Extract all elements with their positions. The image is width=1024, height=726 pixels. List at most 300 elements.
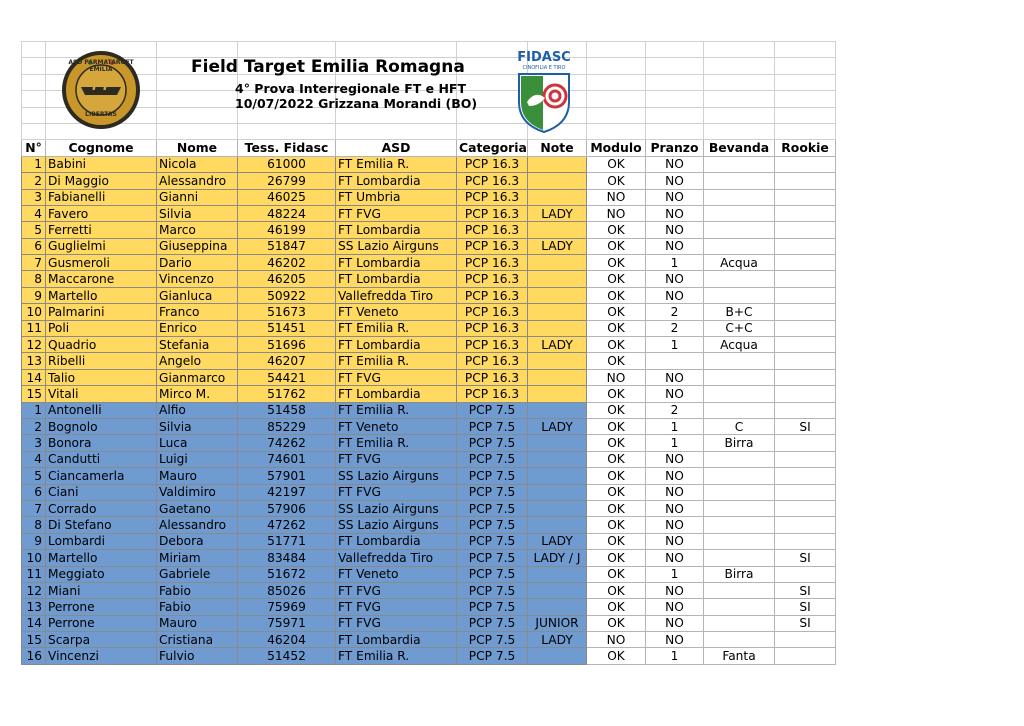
first-name-cell: Angelo bbox=[157, 353, 238, 369]
rookie-cell: SI bbox=[775, 582, 836, 598]
first-name-cell: Cristiana bbox=[157, 632, 238, 648]
fidasc-logo-subtext: CINOFILIA E TIRO bbox=[522, 65, 566, 71]
form-status-cell: OK bbox=[587, 435, 646, 451]
drink-cell bbox=[704, 173, 775, 189]
club-cell: FT FVG bbox=[336, 205, 457, 221]
category-cell: PCP 7.5 bbox=[457, 451, 528, 467]
col-header-bevanda: Bevanda bbox=[704, 140, 775, 156]
table-row bbox=[22, 320, 836, 336]
fidasc-card-cell: 83484 bbox=[238, 550, 336, 566]
club-cell: FT Lombardia bbox=[336, 337, 457, 353]
fidasc-card-cell: 54421 bbox=[238, 369, 336, 385]
note-cell: LADY bbox=[528, 238, 587, 254]
category-cell: PCP 16.3 bbox=[457, 255, 528, 271]
form-status-cell: OK bbox=[587, 353, 646, 369]
lunch-cell: 1 bbox=[646, 255, 704, 271]
category-cell: PCP 16.3 bbox=[457, 287, 528, 303]
first-name-cell: Gianluca bbox=[157, 287, 238, 303]
drink-cell bbox=[704, 222, 775, 238]
drink-cell bbox=[704, 615, 775, 631]
note-cell bbox=[528, 320, 587, 336]
category-cell: PCP 7.5 bbox=[457, 484, 528, 500]
fidasc-card-cell: 74601 bbox=[238, 451, 336, 467]
row-number-cell: 13 bbox=[22, 599, 46, 615]
fidasc-card-cell: 46202 bbox=[238, 255, 336, 271]
row-number-cell: 7 bbox=[22, 255, 46, 271]
fidasc-card-cell: 46207 bbox=[238, 353, 336, 369]
surname-cell: Scarpa bbox=[46, 632, 157, 648]
logo-left-emblem: FT bbox=[92, 79, 110, 94]
rookie-cell bbox=[775, 369, 836, 385]
col-header-pranzo: Pranzo bbox=[646, 140, 704, 156]
first-name-cell: Vincenzo bbox=[157, 271, 238, 287]
drink-cell bbox=[704, 632, 775, 648]
row-number-cell: 3 bbox=[22, 435, 46, 451]
drink-cell bbox=[704, 205, 775, 221]
table-row bbox=[22, 287, 836, 303]
table-row bbox=[22, 500, 836, 516]
col-header-asd: ASD bbox=[336, 140, 457, 156]
surname-cell: Poli bbox=[46, 320, 157, 336]
category-cell: PCP 7.5 bbox=[457, 566, 528, 582]
drink-cell bbox=[704, 271, 775, 287]
note-cell: LADY bbox=[528, 533, 587, 549]
row-number-cell: 2 bbox=[22, 173, 46, 189]
drink-cell bbox=[704, 287, 775, 303]
form-status-cell: NO bbox=[587, 369, 646, 385]
surname-cell: Corrado bbox=[46, 500, 157, 516]
note-cell bbox=[528, 484, 587, 500]
row-number-cell: 7 bbox=[22, 500, 46, 516]
surname-cell: Fabianelli bbox=[46, 189, 157, 205]
surname-cell: Babini bbox=[46, 156, 157, 172]
table-row bbox=[22, 418, 836, 434]
first-name-cell: Dario bbox=[157, 255, 238, 271]
row-number-cell: 6 bbox=[22, 484, 46, 500]
surname-cell: Bognolo bbox=[46, 418, 157, 434]
note-cell: JUNIOR bbox=[528, 615, 587, 631]
rookie-cell bbox=[775, 173, 836, 189]
row-number-cell: 1 bbox=[22, 156, 46, 172]
first-name-cell: Alessandro bbox=[157, 173, 238, 189]
drink-cell bbox=[704, 369, 775, 385]
fidasc-card-cell: 51451 bbox=[238, 320, 336, 336]
note-cell bbox=[528, 500, 587, 516]
note-cell bbox=[528, 255, 587, 271]
club-cell: FT Lombardia bbox=[336, 271, 457, 287]
col-header-tess: Tess. Fidasc bbox=[238, 140, 336, 156]
row-number-cell: 12 bbox=[22, 582, 46, 598]
fidasc-card-cell: 51672 bbox=[238, 566, 336, 582]
club-cell: Vallefredda Tiro bbox=[336, 287, 457, 303]
first-name-cell: Debora bbox=[157, 533, 238, 549]
row-number-cell: 9 bbox=[22, 287, 46, 303]
drink-cell bbox=[704, 156, 775, 172]
form-status-cell: OK bbox=[587, 337, 646, 353]
category-cell: PCP 7.5 bbox=[457, 550, 528, 566]
table-row bbox=[22, 550, 836, 566]
note-cell bbox=[528, 599, 587, 615]
table-row bbox=[22, 533, 836, 549]
first-name-cell: Luigi bbox=[157, 451, 238, 467]
rookie-cell bbox=[775, 304, 836, 320]
drink-cell bbox=[704, 451, 775, 467]
category-cell: PCP 7.5 bbox=[457, 402, 528, 418]
surname-cell: Palmarini bbox=[46, 304, 157, 320]
col-header-modulo: Modulo bbox=[587, 140, 646, 156]
form-status-cell: OK bbox=[587, 156, 646, 172]
table-row bbox=[22, 255, 836, 271]
note-cell: LADY bbox=[528, 418, 587, 434]
surname-cell: Favero bbox=[46, 205, 157, 221]
fidasc-card-cell: 51673 bbox=[238, 304, 336, 320]
category-cell: PCP 7.5 bbox=[457, 418, 528, 434]
category-cell: PCP 16.3 bbox=[457, 320, 528, 336]
category-cell: PCP 7.5 bbox=[457, 632, 528, 648]
row-number-cell: 9 bbox=[22, 533, 46, 549]
lunch-cell: NO bbox=[646, 484, 704, 500]
form-status-cell: OK bbox=[587, 402, 646, 418]
event-subtitle: 4° Prova Interregionale FT e HFT bbox=[235, 81, 466, 96]
club-cell: FT Umbria bbox=[336, 189, 457, 205]
category-cell: PCP 7.5 bbox=[457, 468, 528, 484]
rookie-cell bbox=[775, 255, 836, 271]
table-row bbox=[22, 615, 836, 631]
first-name-cell: Luca bbox=[157, 435, 238, 451]
drink-cell: C+C bbox=[704, 320, 775, 336]
note-cell bbox=[528, 353, 587, 369]
table-row bbox=[22, 337, 836, 353]
event-date-location: 10/07/2022 Grizzana Morandi (BO) bbox=[235, 96, 478, 111]
rookie-cell bbox=[775, 271, 836, 287]
lunch-cell: NO bbox=[646, 173, 704, 189]
table-row bbox=[22, 205, 836, 221]
club-cell: FT FVG bbox=[336, 369, 457, 385]
club-cell: FT Veneto bbox=[336, 418, 457, 434]
surname-cell: Di Maggio bbox=[46, 173, 157, 189]
table-row bbox=[22, 468, 836, 484]
category-cell: PCP 7.5 bbox=[457, 648, 528, 664]
table-row bbox=[22, 156, 836, 172]
first-name-cell: Mauro bbox=[157, 468, 238, 484]
first-name-cell: Marco bbox=[157, 222, 238, 238]
fidasc-card-cell: 85026 bbox=[238, 582, 336, 598]
lunch-cell: NO bbox=[646, 205, 704, 221]
club-cell: FT Lombardia bbox=[336, 255, 457, 271]
surname-cell: Gusmeroli bbox=[46, 255, 157, 271]
fidasc-card-cell: 46025 bbox=[238, 189, 336, 205]
note-cell bbox=[528, 517, 587, 533]
form-status-cell: OK bbox=[587, 320, 646, 336]
club-cell: FT Emilia R. bbox=[336, 648, 457, 664]
drink-cell: Fanta bbox=[704, 648, 775, 664]
form-status-cell: OK bbox=[587, 500, 646, 516]
category-cell: PCP 16.3 bbox=[457, 337, 528, 353]
form-status-cell: OK bbox=[587, 517, 646, 533]
fidasc-card-cell: 46205 bbox=[238, 271, 336, 287]
club-cell: SS Lazio Airguns bbox=[336, 468, 457, 484]
lunch-cell: 1 bbox=[646, 648, 704, 664]
lunch-cell: 1 bbox=[646, 337, 704, 353]
note-cell bbox=[528, 582, 587, 598]
note-cell bbox=[528, 304, 587, 320]
club-cell: FT Lombardia bbox=[336, 533, 457, 549]
row-number-cell: 13 bbox=[22, 353, 46, 369]
first-name-cell: Gaetano bbox=[157, 500, 238, 516]
logo-left-bottom-text: LIBERTAS bbox=[85, 111, 117, 118]
col-header-cognome: Cognome bbox=[46, 140, 157, 156]
table-row bbox=[22, 173, 836, 189]
form-status-cell: OK bbox=[587, 255, 646, 271]
row-number-cell: 3 bbox=[22, 189, 46, 205]
surname-cell: Perrone bbox=[46, 599, 157, 615]
lunch-cell: NO bbox=[646, 386, 704, 402]
category-cell: PCP 16.3 bbox=[457, 386, 528, 402]
club-cell: FT FVG bbox=[336, 484, 457, 500]
spreadsheet bbox=[21, 41, 835, 672]
note-cell: LADY bbox=[528, 205, 587, 221]
form-status-cell: OK bbox=[587, 533, 646, 549]
lunch-cell: NO bbox=[646, 500, 704, 516]
rookie-cell bbox=[775, 238, 836, 254]
club-cell: FT FVG bbox=[336, 615, 457, 631]
table-row bbox=[22, 386, 836, 402]
table-row bbox=[22, 189, 836, 205]
club-cell: FT Lombardia bbox=[336, 222, 457, 238]
table-row bbox=[22, 582, 836, 598]
fidasc-card-cell: 57901 bbox=[238, 468, 336, 484]
lunch-cell: NO bbox=[646, 517, 704, 533]
logo-left-top-text: ASD PARMATARGET EMILIA bbox=[68, 59, 134, 73]
drink-cell bbox=[704, 386, 775, 402]
rookie-cell bbox=[775, 156, 836, 172]
club-cell: FT Veneto bbox=[336, 304, 457, 320]
note-cell bbox=[528, 222, 587, 238]
rookie-cell bbox=[775, 435, 836, 451]
first-name-cell: Valdimiro bbox=[157, 484, 238, 500]
table-row bbox=[22, 435, 836, 451]
rookie-cell bbox=[775, 500, 836, 516]
category-cell: PCP 16.3 bbox=[457, 222, 528, 238]
form-status-cell: OK bbox=[587, 468, 646, 484]
surname-cell: Quadrio bbox=[46, 337, 157, 353]
fidasc-card-cell: 42197 bbox=[238, 484, 336, 500]
first-name-cell: Mirco M. bbox=[157, 386, 238, 402]
drink-cell bbox=[704, 517, 775, 533]
fidasc-card-cell: 51771 bbox=[238, 533, 336, 549]
fidasc-card-cell: 75969 bbox=[238, 599, 336, 615]
category-cell: PCP 16.3 bbox=[457, 304, 528, 320]
first-name-cell: Mauro bbox=[157, 615, 238, 631]
rookie-cell bbox=[775, 566, 836, 582]
fidasc-card-cell: 50922 bbox=[238, 287, 336, 303]
surname-cell: Martello bbox=[46, 550, 157, 566]
lunch-cell bbox=[646, 353, 704, 369]
drink-cell bbox=[704, 599, 775, 615]
lunch-cell: NO bbox=[646, 156, 704, 172]
form-status-cell: OK bbox=[587, 271, 646, 287]
lunch-cell: NO bbox=[646, 287, 704, 303]
form-status-cell: OK bbox=[587, 304, 646, 320]
drink-cell: Acqua bbox=[704, 255, 775, 271]
category-cell: PCP 16.3 bbox=[457, 189, 528, 205]
drink-cell bbox=[704, 468, 775, 484]
club-cell: SS Lazio Airguns bbox=[336, 500, 457, 516]
fidasc-card-cell: 48224 bbox=[238, 205, 336, 221]
category-cell: PCP 7.5 bbox=[457, 533, 528, 549]
form-status-cell: NO bbox=[587, 205, 646, 221]
first-name-cell: Fabio bbox=[157, 599, 238, 615]
row-number-cell: 16 bbox=[22, 648, 46, 664]
parmatarget-logo bbox=[55, 51, 147, 129]
first-name-cell: Silvia bbox=[157, 418, 238, 434]
drink-cell bbox=[704, 484, 775, 500]
category-cell: PCP 7.5 bbox=[457, 615, 528, 631]
club-cell: FT Lombardia bbox=[336, 173, 457, 189]
row-number-cell: 4 bbox=[22, 205, 46, 221]
row-number-cell: 2 bbox=[22, 418, 46, 434]
first-name-cell: Alfio bbox=[157, 402, 238, 418]
note-cell bbox=[528, 468, 587, 484]
surname-cell: Martello bbox=[46, 287, 157, 303]
note-cell bbox=[528, 156, 587, 172]
rookie-cell bbox=[775, 222, 836, 238]
lunch-cell: NO bbox=[646, 582, 704, 598]
table-row bbox=[22, 451, 836, 467]
col-header-rookie: Rookie bbox=[775, 140, 836, 156]
fidasc-card-cell: 61000 bbox=[238, 156, 336, 172]
fidasc-logo bbox=[513, 50, 575, 134]
form-status-cell: OK bbox=[587, 451, 646, 467]
surname-cell: Ribelli bbox=[46, 353, 157, 369]
rookie-cell bbox=[775, 517, 836, 533]
drink-cell bbox=[704, 582, 775, 598]
category-cell: PCP 7.5 bbox=[457, 517, 528, 533]
note-cell: LADY / J bbox=[528, 550, 587, 566]
lunch-cell: NO bbox=[646, 615, 704, 631]
drink-cell: Birra bbox=[704, 566, 775, 582]
first-name-cell: Franco bbox=[157, 304, 238, 320]
club-cell: FT FVG bbox=[336, 451, 457, 467]
fidasc-card-cell: 51458 bbox=[238, 402, 336, 418]
rookie-cell: SI bbox=[775, 418, 836, 434]
row-number-cell: 4 bbox=[22, 451, 46, 467]
surname-cell: Meggiato bbox=[46, 566, 157, 582]
row-number-cell: 15 bbox=[22, 386, 46, 402]
note-cell bbox=[528, 648, 587, 664]
fidasc-card-cell: 75971 bbox=[238, 615, 336, 631]
surname-cell: Candutti bbox=[46, 451, 157, 467]
note-cell: LADY bbox=[528, 337, 587, 353]
lunch-cell: NO bbox=[646, 550, 704, 566]
club-cell: FT Emilia R. bbox=[336, 156, 457, 172]
drink-cell: C bbox=[704, 418, 775, 434]
row-number-cell: 15 bbox=[22, 632, 46, 648]
fidasc-card-cell: 74262 bbox=[238, 435, 336, 451]
club-cell: FT FVG bbox=[336, 582, 457, 598]
surname-cell: Vincenzi bbox=[46, 648, 157, 664]
table-row bbox=[22, 484, 836, 500]
fidasc-card-cell: 51847 bbox=[238, 238, 336, 254]
club-cell: FT Emilia R. bbox=[336, 435, 457, 451]
rookie-cell: SI bbox=[775, 615, 836, 631]
table-row bbox=[22, 304, 836, 320]
note-cell: LADY bbox=[528, 632, 587, 648]
fidasc-card-cell: 85229 bbox=[238, 418, 336, 434]
lunch-cell: NO bbox=[646, 222, 704, 238]
row-number-cell: 10 bbox=[22, 550, 46, 566]
note-cell bbox=[528, 287, 587, 303]
rookie-cell bbox=[775, 402, 836, 418]
lunch-cell: NO bbox=[646, 238, 704, 254]
row-number-cell: 14 bbox=[22, 369, 46, 385]
first-name-cell: Alessandro bbox=[157, 517, 238, 533]
form-status-cell: OK bbox=[587, 386, 646, 402]
lunch-cell: NO bbox=[646, 189, 704, 205]
first-name-cell: Gianmarco bbox=[157, 369, 238, 385]
rookie-cell bbox=[775, 205, 836, 221]
category-cell: PCP 16.3 bbox=[457, 369, 528, 385]
row-number-cell: 10 bbox=[22, 304, 46, 320]
entries-table bbox=[21, 41, 836, 665]
first-name-cell: Gabriele bbox=[157, 566, 238, 582]
surname-cell: Ciani bbox=[46, 484, 157, 500]
rookie-cell: SI bbox=[775, 550, 836, 566]
rookie-cell bbox=[775, 451, 836, 467]
note-cell bbox=[528, 451, 587, 467]
fidasc-card-cell: 47262 bbox=[238, 517, 336, 533]
fidasc-card-cell: 51452 bbox=[238, 648, 336, 664]
table-row bbox=[22, 517, 836, 533]
rookie-cell bbox=[775, 533, 836, 549]
table-row bbox=[22, 369, 836, 385]
club-cell: FT Veneto bbox=[336, 566, 457, 582]
lunch-cell: NO bbox=[646, 271, 704, 287]
lunch-cell: NO bbox=[646, 468, 704, 484]
drink-cell: Birra bbox=[704, 435, 775, 451]
form-status-cell: OK bbox=[587, 550, 646, 566]
drink-cell: B+C bbox=[704, 304, 775, 320]
drink-cell bbox=[704, 189, 775, 205]
fidasc-card-cell: 26799 bbox=[238, 173, 336, 189]
form-status-cell: OK bbox=[587, 222, 646, 238]
lunch-cell: NO bbox=[646, 369, 704, 385]
row-number-cell: 11 bbox=[22, 320, 46, 336]
surname-cell: Perrone bbox=[46, 615, 157, 631]
row-number-cell: 8 bbox=[22, 271, 46, 287]
category-cell: PCP 16.3 bbox=[457, 173, 528, 189]
table-row bbox=[22, 271, 836, 287]
col-header-note: Note bbox=[528, 140, 587, 156]
row-number-cell: 12 bbox=[22, 337, 46, 353]
lunch-cell: 2 bbox=[646, 402, 704, 418]
drink-cell bbox=[704, 402, 775, 418]
lunch-cell: 1 bbox=[646, 435, 704, 451]
note-cell bbox=[528, 435, 587, 451]
fidasc-logo-text: FIDASC bbox=[517, 50, 571, 65]
surname-cell: Ferretti bbox=[46, 222, 157, 238]
table-row bbox=[22, 238, 836, 254]
table-row bbox=[22, 353, 836, 369]
club-cell: SS Lazio Airguns bbox=[336, 238, 457, 254]
col-header-n: N° bbox=[22, 140, 46, 156]
surname-cell: Maccarone bbox=[46, 271, 157, 287]
surname-cell: Ciancamerla bbox=[46, 468, 157, 484]
fidasc-card-cell: 46199 bbox=[238, 222, 336, 238]
drink-cell bbox=[704, 353, 775, 369]
surname-cell: Talio bbox=[46, 369, 157, 385]
table-row bbox=[22, 648, 836, 664]
